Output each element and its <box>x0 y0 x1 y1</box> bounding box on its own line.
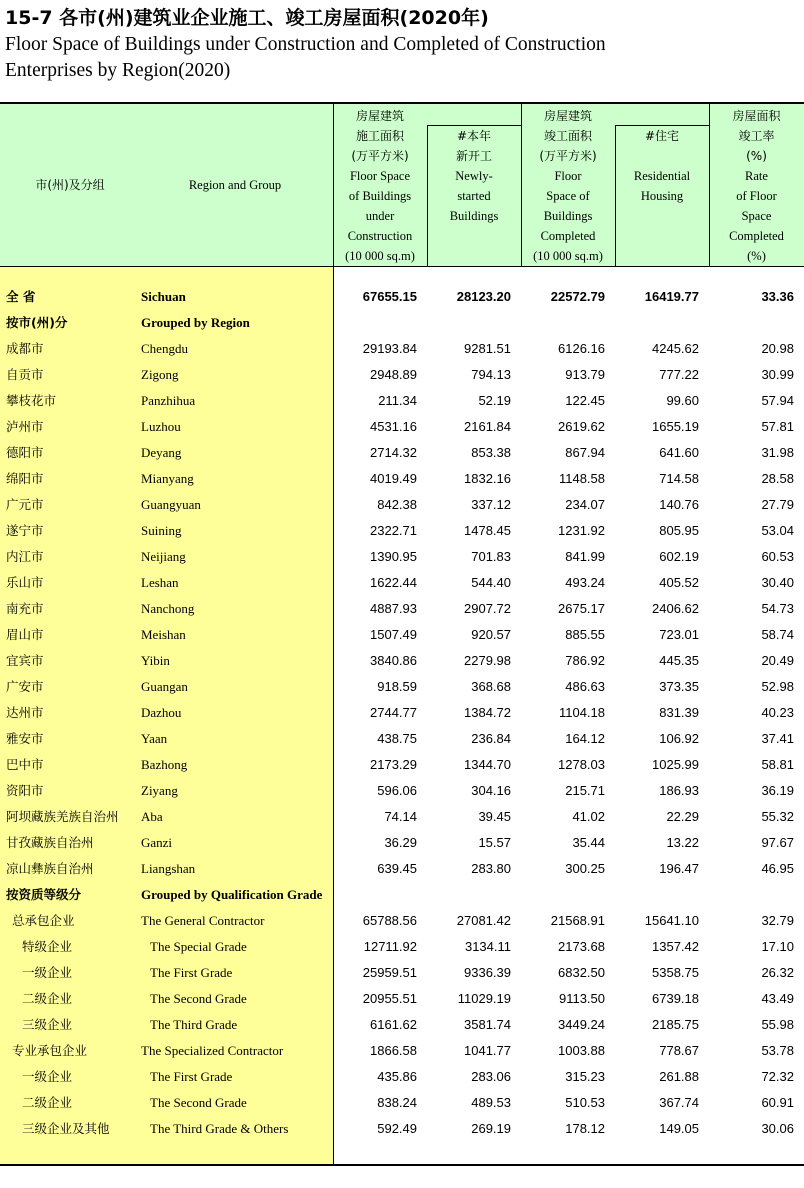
row-value-col4: 106.92 <box>659 731 699 746</box>
table-row <box>0 908 804 934</box>
row-value-col4: 602.19 <box>659 549 699 564</box>
row-value-col2: 27081.42 <box>456 913 511 928</box>
row-value-col1: 639.45 <box>377 861 417 876</box>
row-value-col1: 4887.93 <box>370 601 417 616</box>
row-value-col1: 29193.84 <box>362 341 417 356</box>
table-row <box>0 1038 804 1064</box>
row-value-col1: 592.49 <box>377 1121 417 1136</box>
row-label-en: The Second Grade <box>150 991 247 1006</box>
row-label-en: The Second Grade <box>150 1095 247 1110</box>
row-value-col5: 27.79 <box>761 497 794 512</box>
row-value-col3: 1278.03 <box>558 757 605 772</box>
row-label-en: Grouped by Region <box>141 315 250 330</box>
row-label-en: Luzhou <box>141 419 181 434</box>
row-value-col5: 32.79 <box>761 913 794 928</box>
row-value-col3: 41.02 <box>572 809 605 824</box>
row-value-col4: 373.35 <box>659 679 699 694</box>
row-label-cn: 按资质等级分 <box>6 887 82 902</box>
row-label-cn: 一级企业 <box>22 1069 73 1084</box>
row-value-col1: 2948.89 <box>370 367 417 382</box>
row-value-col3: 9113.50 <box>558 991 605 1006</box>
row-value-col1: 596.06 <box>377 783 417 798</box>
row-value-col3: 2173.68 <box>558 939 605 954</box>
row-label-cn: 全 省 <box>6 289 36 304</box>
row-value-col4: 778.67 <box>659 1043 699 1058</box>
row-value-col5: 53.04 <box>761 523 794 538</box>
row-value-col5: 17.10 <box>761 939 794 954</box>
row-label-cn: 达州市 <box>6 705 44 720</box>
row-label-en: Liangshan <box>141 861 196 876</box>
row-value-col4: 2406.62 <box>652 601 699 616</box>
row-value-col2: 920.57 <box>471 627 511 642</box>
table-row <box>0 1012 804 1038</box>
row-label-en: Nanchong <box>141 601 195 616</box>
row-label-cn: 遂宁市 <box>6 523 44 538</box>
row-value-col2: 368.68 <box>471 679 511 694</box>
row-value-col4: 1025.99 <box>652 757 699 772</box>
row-value-col3: 300.25 <box>565 861 605 876</box>
row-value-col3: 22572.79 <box>550 289 605 304</box>
table-row <box>0 492 804 518</box>
row-label-cn: 德阳市 <box>6 445 44 460</box>
row-value-col5: 57.94 <box>761 393 794 408</box>
row-value-col4: 5358.75 <box>652 965 699 980</box>
row-value-col4: 405.52 <box>659 575 699 590</box>
row-label-cn: 甘孜藏族自治州 <box>6 835 94 850</box>
row-value-col1: 20955.51 <box>362 991 417 1006</box>
row-value-col2: 1384.72 <box>464 705 511 720</box>
table-row <box>0 440 804 466</box>
table-row <box>0 934 804 960</box>
table-row <box>0 466 804 492</box>
row-label-en: The Third Grade <box>150 1017 238 1032</box>
row-value-col5: 58.81 <box>761 757 794 772</box>
row-label-en: Sichuan <box>141 289 186 304</box>
row-value-col1: 4019.49 <box>370 471 417 486</box>
row-value-col5: 58.74 <box>761 627 794 642</box>
table-row <box>0 1064 804 1090</box>
row-value-col3: 913.79 <box>565 367 605 382</box>
row-value-col4: 22.29 <box>666 809 699 824</box>
row-label-en: The First Grade <box>150 965 233 980</box>
row-value-col1: 12711.92 <box>363 939 417 954</box>
row-label-cn: 三级企业及其他 <box>22 1121 110 1136</box>
row-value-col1: 36.29 <box>384 835 417 850</box>
row-label-cn: 三级企业 <box>22 1017 73 1032</box>
row-value-col2: 1344.70 <box>464 757 511 772</box>
row-value-col1: 842.38 <box>377 497 417 512</box>
row-value-col5: 55.32 <box>761 809 794 824</box>
header-group2-top: 房屋建筑 <box>543 109 592 123</box>
row-label-cn: 一级企业 <box>22 965 73 980</box>
row-value-col1: 1866.58 <box>370 1043 417 1058</box>
row-value-col4: 16419.77 <box>644 289 699 304</box>
row-value-col1: 2714.32 <box>370 445 417 460</box>
row-value-col5: 53.78 <box>761 1043 794 1058</box>
row-value-col3: 6126.16 <box>558 341 605 356</box>
row-value-col2: 337.12 <box>471 497 511 512</box>
row-label-en: The First Grade <box>150 1069 233 1084</box>
row-label-cn: 巴中市 <box>6 757 44 772</box>
row-value-col2: 2279.98 <box>464 653 511 668</box>
row-label-en: Chengdu <box>141 341 188 356</box>
row-value-col4: 1357.42 <box>652 939 699 954</box>
row-value-col5: 46.95 <box>761 861 794 876</box>
row-value-col5: 20.98 <box>761 341 794 356</box>
row-label-en: Aba <box>141 809 163 824</box>
row-value-col5: 55.98 <box>761 1017 794 1032</box>
row-value-col4: 140.76 <box>659 497 699 512</box>
row-value-col3: 164.12 <box>565 731 605 746</box>
row-value-col4: 149.05 <box>659 1121 699 1136</box>
row-label-en: Ganzi <box>141 835 173 850</box>
row-value-col2: 304.16 <box>471 783 511 798</box>
row-label-en: Bazhong <box>141 757 188 772</box>
row-label-en: Panzhihua <box>141 393 196 408</box>
row-value-col4: 6739.18 <box>652 991 699 1006</box>
row-label-cn: 凉山彝族自治州 <box>6 861 94 876</box>
row-value-col1: 25959.51 <box>362 965 417 980</box>
row-value-col2: 489.53 <box>471 1095 511 1110</box>
table-title-en-line1: Floor Space of Buildings under Construction and Completed of Construction <box>5 34 606 55</box>
header-region-en: Region and Group <box>188 178 282 192</box>
row-value-col2: 701.83 <box>471 549 511 564</box>
row-value-col1: 2744.77 <box>370 705 417 720</box>
row-label-en: Yibin <box>141 653 170 668</box>
row-value-col5: 57.81 <box>761 419 794 434</box>
row-value-col3: 3449.24 <box>558 1017 605 1032</box>
row-value-col1: 211.34 <box>378 393 417 408</box>
row-value-col5: 40.23 <box>761 705 794 720</box>
row-value-col3: 1003.88 <box>558 1043 605 1058</box>
row-value-col2: 853.38 <box>471 445 511 460</box>
row-value-col2: 283.80 <box>471 861 511 876</box>
table-row <box>0 622 804 648</box>
row-value-col3: 867.94 <box>565 445 605 460</box>
row-value-col2: 2161.84 <box>464 419 511 434</box>
row-value-col1: 4531.16 <box>370 419 417 434</box>
table-row <box>0 336 804 362</box>
row-value-col3: 234.07 <box>565 497 605 512</box>
row-value-col3: 1231.92 <box>558 523 605 538</box>
row-value-col4: 2185.75 <box>652 1017 699 1032</box>
table-row <box>0 674 804 700</box>
row-value-col5: 37.41 <box>761 731 794 746</box>
data-table <box>0 102 804 1166</box>
row-value-col3: 315.23 <box>565 1069 605 1084</box>
row-label-cn: 眉山市 <box>6 627 44 642</box>
row-value-col3: 6832.50 <box>558 965 605 980</box>
row-value-col3: 841.99 <box>565 549 605 564</box>
header-col4: #住宅 Residential Housing <box>633 129 691 203</box>
row-label-cn: 广元市 <box>6 497 44 512</box>
row-label-cn: 专业承包企业 <box>12 1043 88 1058</box>
row-value-col1: 67655.15 <box>362 289 417 304</box>
row-value-col2: 794.13 <box>471 367 511 382</box>
row-value-col5: 52.98 <box>761 679 794 694</box>
row-value-col2: 9336.39 <box>464 965 511 980</box>
row-label-cn: 雅安市 <box>6 731 44 746</box>
row-value-col5: 28.58 <box>761 471 794 486</box>
table-row <box>0 414 804 440</box>
row-value-col5: 26.32 <box>761 965 794 980</box>
row-value-col3: 1148.58 <box>558 471 605 486</box>
row-label-cn: 成都市 <box>6 341 44 356</box>
row-label-cn: 攀枝花市 <box>6 393 57 408</box>
row-value-col3: 122.45 <box>565 393 605 408</box>
row-value-col4: 777.22 <box>659 367 699 382</box>
row-label-en: Zigong <box>141 367 179 382</box>
row-value-col1: 918.59 <box>377 679 417 694</box>
row-label-cn: 内江市 <box>6 549 44 564</box>
header-col5: 房屋面积 竣工率 (%) Rate of Floor Space Completed (%) <box>729 109 784 263</box>
row-value-col2: 269.19 <box>471 1121 511 1136</box>
row-label-en: Dazhou <box>141 705 182 720</box>
row-value-col2: 28123.20 <box>456 289 511 304</box>
table-row <box>0 1090 804 1116</box>
row-value-col5: 60.53 <box>761 549 794 564</box>
header-region-cn: 市(州)及分组 <box>35 178 105 192</box>
row-label-cn: 按市(州)分 <box>6 315 68 330</box>
row-value-col2: 9281.51 <box>464 341 511 356</box>
header-group1-top: 房屋建筑 <box>355 109 404 123</box>
row-value-col2: 11029.19 <box>457 991 511 1006</box>
row-value-col1: 65788.56 <box>362 913 417 928</box>
row-value-col3: 486.63 <box>565 679 605 694</box>
row-value-col3: 21568.91 <box>550 913 605 928</box>
row-value-col1: 438.75 <box>377 731 417 746</box>
table-row <box>0 310 804 336</box>
row-label-cn: 阿坝藏族羌族自治州 <box>6 809 119 824</box>
row-value-col5: 43.49 <box>761 991 794 1006</box>
row-value-col3: 1104.18 <box>558 705 605 720</box>
row-label-en: Guangan <box>141 679 188 694</box>
row-label-cn: 泸州市 <box>6 419 44 434</box>
header-col2: #本年 新开工 Newly- started Buildings <box>449 129 499 223</box>
table-row <box>0 700 804 726</box>
row-label-en: Deyang <box>141 445 182 460</box>
row-value-col3: 178.12 <box>565 1121 605 1136</box>
row-value-col5: 54.73 <box>761 601 794 616</box>
row-value-col5: 30.40 <box>761 575 794 590</box>
row-value-col3: 885.55 <box>565 627 605 642</box>
row-value-col4: 99.60 <box>666 393 699 408</box>
row-value-col1: 1390.95 <box>370 549 417 564</box>
row-value-col1: 838.24 <box>377 1095 417 1110</box>
row-label-en: Guangyuan <box>141 497 201 512</box>
row-value-col2: 3134.11 <box>464 939 511 954</box>
row-label-cn: 自贡市 <box>6 367 44 382</box>
row-value-col5: 72.32 <box>761 1069 794 1084</box>
row-value-col1: 6161.62 <box>370 1017 417 1032</box>
table-row <box>0 804 804 830</box>
header-col1: 施工面积 (万平方米) Floor Space of Buildings under Construction (10 000 sq.m) <box>345 129 415 263</box>
table-row <box>0 596 804 622</box>
row-value-col2: 2907.72 <box>464 601 511 616</box>
row-label-en: Neijiang <box>141 549 186 564</box>
table-row <box>0 570 804 596</box>
row-value-col1: 435.86 <box>377 1069 417 1084</box>
row-label-cn: 特级企业 <box>22 939 73 954</box>
table-row <box>0 544 804 570</box>
row-value-col2: 1041.77 <box>464 1043 511 1058</box>
row-value-col5: 60.91 <box>761 1095 794 1110</box>
table-row <box>0 388 804 414</box>
table-row <box>0 960 804 986</box>
row-label-cn: 乐山市 <box>6 575 44 590</box>
row-value-col4: 13.22 <box>666 835 699 850</box>
row-value-col2: 39.45 <box>478 809 511 824</box>
table-title-en-line2: Enterprises by Region(2020) <box>5 60 231 81</box>
row-value-col4: 805.95 <box>659 523 699 538</box>
row-value-col4: 367.74 <box>659 1095 699 1110</box>
row-value-col5: 97.67 <box>761 835 794 850</box>
row-value-col2: 544.40 <box>471 575 511 590</box>
row-value-col2: 1478.45 <box>464 523 511 538</box>
row-value-col3: 786.92 <box>565 653 605 668</box>
table-row <box>0 648 804 674</box>
row-value-col4: 1655.19 <box>652 419 699 434</box>
table-row <box>0 778 804 804</box>
row-value-col2: 236.84 <box>471 731 511 746</box>
row-value-col3: 510.53 <box>565 1095 605 1110</box>
row-label-en: Grouped by Qualification Grade <box>141 887 323 902</box>
table-title-cn: 15-7 各市(州)建筑业企业施工、竣工房屋面积(2020年) <box>5 7 489 29</box>
row-label-en: Mianyang <box>141 471 194 486</box>
row-value-col3: 2675.17 <box>558 601 605 616</box>
table-row <box>0 726 804 752</box>
row-value-col3: 215.71 <box>565 783 605 798</box>
table-row <box>0 856 804 882</box>
row-label-en: Suining <box>141 523 182 538</box>
row-label-cn: 二级企业 <box>22 1095 73 1110</box>
row-value-col1: 74.14 <box>384 809 417 824</box>
row-label-en: Ziyang <box>141 783 178 798</box>
row-value-col1: 2322.71 <box>370 523 417 538</box>
row-value-col4: 445.35 <box>659 653 699 668</box>
row-label-cn: 二级企业 <box>22 991 73 1006</box>
row-value-col5: 33.36 <box>761 289 794 304</box>
row-value-col1: 1622.44 <box>370 575 417 590</box>
table-row <box>0 882 804 908</box>
row-label-en: The Special Grade <box>150 939 247 954</box>
row-label-cn: 宜宾市 <box>6 653 44 668</box>
row-value-col3: 35.44 <box>572 835 605 850</box>
table-row <box>0 362 804 388</box>
row-value-col4: 831.39 <box>659 705 699 720</box>
row-label-en: The Third Grade & Others <box>150 1121 289 1136</box>
table-row <box>0 1116 804 1142</box>
row-value-col2: 3581.74 <box>464 1017 511 1032</box>
row-value-col4: 723.01 <box>659 627 699 642</box>
row-value-col2: 283.06 <box>471 1069 511 1084</box>
row-value-col3: 493.24 <box>565 575 605 590</box>
row-value-col1: 1507.49 <box>370 627 417 642</box>
row-label-cn: 总承包企业 <box>12 913 75 928</box>
row-label-en: The General Contractor <box>141 913 265 928</box>
row-value-col4: 261.88 <box>659 1069 699 1084</box>
row-value-col2: 15.57 <box>478 835 511 850</box>
row-value-col5: 31.98 <box>761 445 794 460</box>
row-value-col5: 36.19 <box>761 783 794 798</box>
row-label-cn: 南充市 <box>6 601 44 616</box>
row-label-cn: 资阳市 <box>6 783 44 798</box>
title-block <box>5 4 606 84</box>
row-value-col1: 3840.86 <box>370 653 417 668</box>
row-value-col5: 30.99 <box>761 367 794 382</box>
row-label-en: The Specialized Contractor <box>141 1043 284 1058</box>
row-value-col4: 15641.10 <box>644 913 699 928</box>
header-col3: 竣工面积 (万平方米) Floor Space of Buildings Completed (10 000 sq.m) <box>533 129 603 263</box>
header-bottom-rule <box>0 266 804 267</box>
row-value-col4: 196.47 <box>659 861 699 876</box>
row-label-cn: 广安市 <box>6 679 44 694</box>
row-value-col5: 20.49 <box>761 653 794 668</box>
row-value-col4: 641.60 <box>659 445 699 460</box>
row-value-col4: 714.58 <box>659 471 699 486</box>
row-value-col3: 2619.62 <box>558 419 605 434</box>
row-label-cn: 绵阳市 <box>6 471 44 486</box>
table-row <box>0 284 804 310</box>
table-row <box>0 830 804 856</box>
table-row <box>0 752 804 778</box>
row-label-en: Leshan <box>141 575 179 590</box>
row-label-en: Yaan <box>141 731 168 746</box>
row-value-col4: 4245.62 <box>652 341 699 356</box>
row-value-col2: 1832.16 <box>464 471 511 486</box>
row-value-col2: 52.19 <box>478 393 511 408</box>
row-label-en: Meishan <box>141 627 186 642</box>
row-value-col1: 2173.29 <box>370 757 417 772</box>
row-value-col4: 186.93 <box>659 783 699 798</box>
table-row <box>0 986 804 1012</box>
row-value-col5: 30.06 <box>761 1121 794 1136</box>
table-row <box>0 518 804 544</box>
